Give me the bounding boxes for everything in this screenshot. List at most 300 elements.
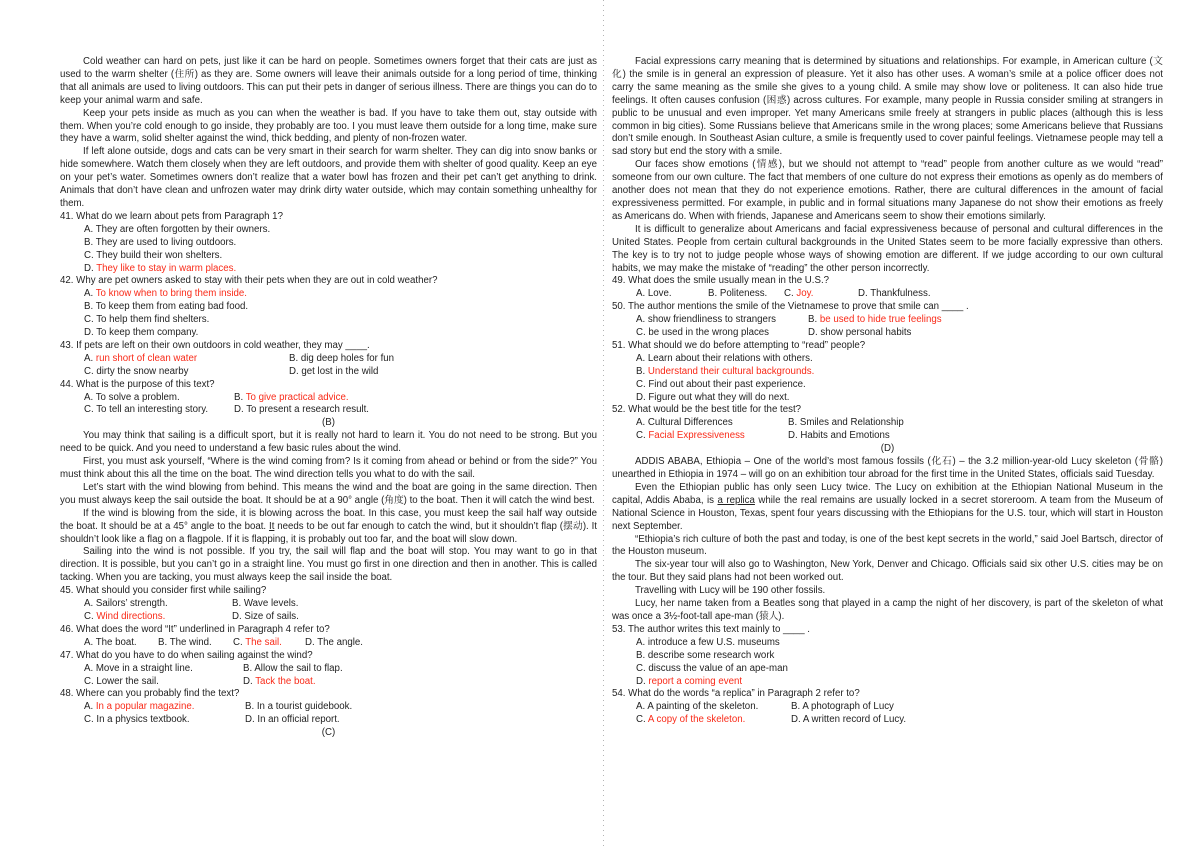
option-text: discuss the value of an ape-man bbox=[648, 662, 788, 674]
text-run: You may think that sailing is a difficult sport, but it is really not hard to learn it. You do not need to be strong. But you need to be quick. And you need to understand a few basic rules about the wind. bbox=[60, 430, 597, 455]
paragraph bbox=[612, 559, 1163, 585]
question-text: Why are pet owners asked to stay with their pets when they are out in cold weather? bbox=[76, 275, 438, 287]
option bbox=[784, 288, 858, 301]
option-text: Allow the sail to flap. bbox=[254, 662, 343, 674]
option-label: C. bbox=[636, 662, 646, 674]
option-row bbox=[60, 404, 597, 417]
question-text: What do the words “a replica” in Paragraph 2 refer to? bbox=[628, 688, 860, 700]
option-label: C. bbox=[84, 365, 94, 377]
option-label: D. bbox=[232, 610, 242, 622]
option bbox=[636, 637, 780, 650]
option bbox=[158, 637, 233, 650]
option bbox=[708, 288, 784, 301]
question-stem bbox=[612, 624, 1163, 637]
column-right bbox=[612, 56, 1163, 727]
option bbox=[84, 663, 243, 676]
option-row bbox=[60, 598, 597, 611]
option-row bbox=[60, 676, 597, 689]
question bbox=[60, 688, 597, 727]
option-label: D. bbox=[791, 714, 801, 726]
option-label: A. bbox=[84, 598, 94, 610]
option-label: A. bbox=[636, 352, 646, 364]
option bbox=[84, 637, 158, 650]
option-label: C. bbox=[84, 404, 94, 416]
option bbox=[636, 327, 808, 340]
option-label: D. bbox=[788, 430, 798, 442]
answer-option-text: Wind directions. bbox=[96, 610, 166, 622]
option-label: A. bbox=[84, 636, 94, 648]
option-label: C. bbox=[84, 610, 94, 622]
paragraph bbox=[612, 534, 1163, 560]
underlined-term: a replica bbox=[717, 494, 755, 506]
option-text: Sailors’ strength. bbox=[95, 598, 168, 610]
option-row bbox=[60, 224, 597, 237]
option bbox=[84, 327, 198, 340]
question bbox=[612, 624, 1163, 689]
option-text: In a physics textbook. bbox=[96, 714, 190, 726]
option bbox=[305, 637, 363, 650]
question bbox=[60, 585, 597, 624]
question-number: 42. bbox=[60, 275, 74, 287]
option bbox=[636, 392, 789, 405]
option-text: show personal habits bbox=[820, 327, 912, 339]
option-row bbox=[60, 637, 597, 650]
option-row bbox=[612, 663, 1163, 676]
paragraph bbox=[60, 108, 597, 147]
answer-option-text: To know when to bring them inside. bbox=[95, 288, 248, 300]
option bbox=[791, 701, 894, 714]
option-text: The angle. bbox=[317, 636, 363, 648]
option-row bbox=[612, 379, 1163, 392]
option-text: To keep them from eating bad food. bbox=[95, 301, 249, 313]
question bbox=[612, 340, 1163, 405]
option-row bbox=[612, 637, 1163, 650]
option bbox=[84, 314, 209, 327]
option-text: Size of sails. bbox=[244, 610, 299, 622]
text-run: Facial expressions carry meaning that is determined by situations and relationships. For example, in American culture (文化) the smile is in general an expression of pleasure. Yet it also has other uses. A woman’s smile at a police officer does not carry the same meaning as the smile she gives to a young child. A smile may show love or politeness. It can also hide true feelings. It often causes confusion (困惑) across cultures. For example, many people in Russia consider smiling at strangers in public to be unusual and even improper. Yet many Americans smile freely at strangers in public places (although this is less common in big cities). Some Russians believe that Americans smile in the wrong places; some Americans believe that Russians don’t smile enough. In Southeast Asian culture, a smile is frequently used to cover painful feelings. Vietnamese people may tell a sad story but end the story with a smile. bbox=[612, 56, 1163, 158]
question-stem bbox=[612, 301, 1163, 314]
question-text: What is the purpose of this text? bbox=[76, 378, 215, 390]
option bbox=[636, 701, 791, 714]
option-text: get lost in the wild bbox=[301, 365, 379, 377]
paragraph bbox=[612, 224, 1163, 276]
option-label: A. bbox=[84, 223, 94, 235]
question-stem bbox=[612, 688, 1163, 701]
text-run: Even the Ethiopian public has only seen Lucy twice. The Lucy on exhibition at the Ethiopian National Museum in the capital, Addis Ababa, is bbox=[612, 481, 1163, 506]
option bbox=[84, 288, 247, 301]
option-text: The wind. bbox=[169, 636, 212, 648]
question-number: 46. bbox=[60, 623, 74, 635]
option-text: Learn about their relations with others. bbox=[647, 352, 813, 364]
text-run: while the real remains are usually locked in a secret storeroom. A team from the Museum of National Science in Houston, Texas, spent four years discussing with the Ethiopians for the U.S. tour, which will start in Houston next September. bbox=[612, 494, 1164, 532]
question-number: 45. bbox=[60, 585, 74, 597]
option bbox=[636, 417, 788, 430]
option-row bbox=[60, 392, 597, 405]
answer-option-text: run short of clean water bbox=[95, 352, 198, 364]
option-label: C. bbox=[636, 714, 646, 726]
question-text: What should we do before attempting to “read” people? bbox=[628, 339, 866, 351]
option bbox=[232, 598, 298, 611]
option-text: A painting of the skeleton. bbox=[647, 701, 759, 713]
answer-option-text: Tack the boat. bbox=[255, 675, 316, 687]
option-row bbox=[612, 288, 1163, 301]
question bbox=[612, 301, 1163, 340]
option bbox=[289, 366, 378, 379]
question bbox=[60, 340, 597, 379]
question bbox=[60, 275, 597, 340]
question-stem bbox=[60, 688, 597, 701]
text-run: ADDIS ABABA, Ethiopia – One of the world’s most famous fossils (化石) – the 3.2 million-year-old Lucy skeleton (骨骼) unearthed in Ethiopia in 1974 – will go on an exhibition tour abroad for the first time in the United States, officials said Tuesday. bbox=[612, 456, 1163, 480]
option-text: describe some research work bbox=[647, 649, 775, 661]
question-stem bbox=[60, 379, 597, 392]
option-row bbox=[612, 327, 1163, 340]
option-row bbox=[612, 392, 1163, 405]
question-number: 43. bbox=[60, 339, 74, 351]
text-run: The six-year tour will also go to Washington, New York, Denver and Chicago. Officials said six other U.S. cities may be on the tour. But they said plans had not been worked out. bbox=[612, 559, 1163, 584]
option-row bbox=[60, 366, 597, 379]
option bbox=[636, 353, 813, 366]
option-label: D. bbox=[636, 391, 646, 403]
option-label: D. bbox=[245, 714, 255, 726]
question-stem bbox=[60, 211, 597, 224]
option bbox=[791, 714, 906, 727]
question-text: What does the word “It” underlined in Paragraph 4 refer to? bbox=[76, 623, 330, 635]
paragraph bbox=[612, 456, 1163, 482]
option-label: A. bbox=[636, 314, 646, 326]
option bbox=[84, 301, 248, 314]
option-text: dig deep holes for fun bbox=[300, 352, 395, 364]
option bbox=[636, 430, 788, 443]
option-label: D. bbox=[808, 327, 818, 339]
option-label: C. bbox=[84, 249, 94, 261]
paragraph bbox=[60, 430, 597, 456]
option-label: A. bbox=[84, 391, 94, 403]
option-row bbox=[60, 263, 597, 276]
option-label: A. bbox=[636, 288, 646, 300]
option-row bbox=[612, 701, 1163, 714]
option-row bbox=[60, 301, 597, 314]
question-number: 53. bbox=[612, 623, 626, 635]
option-label: B. bbox=[289, 352, 299, 364]
option-text: Smiles and Relationship bbox=[799, 417, 904, 429]
option bbox=[636, 379, 806, 392]
option bbox=[788, 430, 890, 443]
question-number: 41. bbox=[60, 210, 74, 222]
option-row bbox=[612, 417, 1163, 430]
question-stem bbox=[60, 624, 597, 637]
question-number: 44. bbox=[60, 378, 74, 390]
option-label: B. bbox=[791, 701, 801, 713]
paragraph bbox=[612, 482, 1163, 534]
answer-option-text: Understand their cultural backgrounds. bbox=[647, 365, 815, 377]
option-row bbox=[60, 288, 597, 301]
option-row bbox=[612, 314, 1163, 327]
option bbox=[84, 701, 245, 714]
option-row bbox=[60, 663, 597, 676]
option-label: D. bbox=[243, 675, 253, 687]
text-run: Travelling with Lucy will be 190 other fossils. bbox=[635, 585, 826, 597]
option bbox=[636, 288, 708, 301]
option-row bbox=[612, 353, 1163, 366]
option-label: C. bbox=[84, 714, 94, 726]
option-label: A. bbox=[636, 636, 646, 648]
option-label: D. bbox=[84, 262, 94, 274]
option-text: Thankfulness. bbox=[870, 288, 931, 300]
option-label: A. bbox=[84, 288, 94, 300]
option-text: To help them find shelters. bbox=[96, 314, 210, 326]
option-label: A. bbox=[84, 701, 94, 713]
question-stem bbox=[612, 404, 1163, 417]
option-label: B. bbox=[808, 314, 818, 326]
option-text: Cultural Differences bbox=[647, 417, 733, 429]
option bbox=[84, 404, 234, 417]
option bbox=[84, 714, 245, 727]
option-text: To keep them company. bbox=[96, 327, 199, 339]
question-stem bbox=[612, 275, 1163, 288]
option-text: They are used to living outdoors. bbox=[95, 236, 237, 248]
question-number: 52. bbox=[612, 404, 626, 416]
option-label: B. bbox=[636, 649, 646, 661]
paragraph bbox=[612, 159, 1163, 224]
paragraph bbox=[612, 56, 1163, 159]
option-text: A photograph of Lucy bbox=[802, 701, 894, 713]
text-run: needs to be out far enough to catch the wind, but it shouldn’t flap (摆动). It shouldn’t look like a flag on a flagpole. If it is flapping, it is probably out too far, and the boat will slow down. bbox=[60, 520, 597, 545]
passage-label: (B) bbox=[322, 417, 335, 429]
option-label: A. bbox=[84, 352, 94, 364]
text-run: Lucy, her name taken from a Beatles song that played in a camp the night of her discovery, is part of the skeleton of what was once a 3½-foot-tall ape-man (猿人). bbox=[612, 598, 1163, 622]
column-left bbox=[60, 56, 597, 740]
text-run: “Ethiopia’s rich culture of both the past and today, is one of the best kept secrets in the world,” said Joel Bartsch, director of the Houston museum. bbox=[612, 533, 1163, 558]
option-text: show friendliness to strangers bbox=[647, 314, 777, 326]
question-text: If pets are left on their own outdoors in cold weather, they may ____. bbox=[76, 339, 370, 351]
text-run: First, you must ask yourself, “Where is the wind coming from? Is it coming from ahead or behind or from the side?” You must think about this all the time on the boat. The wind direction tells you what to do with the sail. bbox=[60, 456, 597, 480]
paragraph bbox=[60, 56, 597, 108]
option-row bbox=[60, 714, 597, 727]
option bbox=[232, 611, 299, 624]
option-row bbox=[612, 714, 1163, 727]
option-label: A. bbox=[636, 701, 646, 713]
question-number: 51. bbox=[612, 339, 626, 351]
option-label: C. bbox=[233, 636, 243, 648]
option-label: A. bbox=[84, 662, 94, 674]
option bbox=[84, 263, 236, 276]
option-label: B. bbox=[234, 391, 244, 403]
option bbox=[636, 650, 774, 663]
answer-option-text: In a popular magazine. bbox=[95, 701, 195, 713]
option bbox=[84, 224, 270, 237]
option-text: introduce a few U.S. museums bbox=[647, 636, 780, 648]
question-text: What do you have to do when sailing against the wind? bbox=[76, 649, 313, 661]
option-label: D. bbox=[305, 636, 315, 648]
paragraph bbox=[60, 146, 597, 211]
option bbox=[84, 598, 232, 611]
question-text: The author writes this text mainly to ____ . bbox=[628, 623, 810, 635]
option-text: To tell an interesting story. bbox=[96, 404, 209, 416]
option-label: B. bbox=[84, 236, 94, 248]
option-text: To present a research result. bbox=[246, 404, 369, 416]
question-stem bbox=[60, 340, 597, 353]
option-label: D. bbox=[84, 327, 94, 339]
question bbox=[612, 688, 1163, 727]
option-label: C. bbox=[84, 314, 94, 326]
option bbox=[84, 611, 232, 624]
answer-option-text: Facial Expressiveness bbox=[648, 430, 745, 442]
paragraph bbox=[60, 482, 597, 508]
answer-option-text: report a coming event bbox=[648, 675, 743, 687]
paragraph bbox=[60, 508, 597, 547]
question-number: 49. bbox=[612, 275, 626, 287]
option-text: Love. bbox=[647, 288, 672, 300]
option-label: B. bbox=[84, 301, 94, 313]
question bbox=[612, 404, 1163, 443]
option-text: In a tourist guidebook. bbox=[256, 701, 353, 713]
option bbox=[636, 714, 791, 727]
option-row bbox=[60, 250, 597, 263]
option bbox=[233, 637, 305, 650]
answer-option-text: Joy. bbox=[796, 288, 814, 300]
option-text: Find out about their past experience. bbox=[648, 378, 806, 390]
answer-option-text: The sail. bbox=[245, 636, 282, 648]
option-text: They build their won shelters. bbox=[96, 249, 223, 261]
question-stem bbox=[60, 585, 597, 598]
passage-label: (D) bbox=[880, 443, 895, 455]
option bbox=[243, 676, 316, 689]
text-run: Keep your pets inside as much as you can when the weather is bad. If you have to take them out, stay outside with them. When you’re cold enough to go inside, they probably are too. I you must leave them outside for a long time, make sure they have a warm, solid shelter against the wind, thick bedding, and plenty of non-frozen water. bbox=[60, 107, 597, 145]
option-label: D. bbox=[234, 404, 244, 416]
option bbox=[636, 663, 788, 676]
text-run: Cold weather can hard on pets, just like it can be hard on people. Sometimes owners forget that their cats are just as used to the warm shelter (住所) as they are. Some owners will leave their animals outside for a long period of time, thinking that all animals are used to living outdoors. This can put their pets in danger of serious illness. There are things you can do to keep your animal warm and safe. bbox=[60, 56, 597, 106]
passage-label: (C) bbox=[321, 727, 336, 739]
option-text: Figure out what they will do next. bbox=[648, 391, 790, 403]
text-run: If left alone outside, dogs and cats can be very smart in their search for warm shelter. They can dig into snow banks or hide somewhere. Watch them closely when they are left outdoors, and provide them with shelter of good quality. Keep an eye on your pet’s water. Sometimes owners don’t realize that a water bowl has frozen and their pet can’t get anything to drink. Animals that don’t have clean and unfrozen water may drink dirty water outside, which may contain something unhealthy for them. bbox=[60, 146, 597, 209]
option bbox=[289, 353, 394, 366]
question-number: 54. bbox=[612, 688, 626, 700]
option bbox=[808, 327, 911, 340]
option bbox=[84, 392, 234, 405]
question-text: What do we learn about pets from Paragraph 1? bbox=[76, 210, 283, 222]
option-label: D. bbox=[858, 288, 868, 300]
option bbox=[245, 701, 352, 714]
option-label: B. bbox=[245, 701, 255, 713]
option-label: D. bbox=[636, 675, 646, 687]
option-row bbox=[612, 676, 1163, 689]
option-label: B. bbox=[232, 598, 242, 610]
paragraph bbox=[612, 598, 1163, 624]
option bbox=[858, 288, 931, 301]
option-label: C. bbox=[636, 378, 646, 390]
option-row bbox=[60, 327, 597, 340]
question-stem bbox=[60, 275, 597, 288]
option-text: Politeness. bbox=[719, 288, 768, 300]
option-text: In an official report. bbox=[257, 714, 340, 726]
option-label: B. bbox=[636, 365, 646, 377]
option-label: B. bbox=[243, 662, 253, 674]
option bbox=[84, 250, 222, 263]
question-text: The author mentions the smile of the Vietnamese to prove that smile can ____ . bbox=[628, 301, 969, 313]
question-number: 50. bbox=[612, 301, 626, 313]
option bbox=[636, 366, 814, 379]
option bbox=[788, 417, 904, 430]
option bbox=[234, 392, 349, 405]
question-stem bbox=[612, 340, 1163, 353]
option-row bbox=[60, 314, 597, 327]
question bbox=[60, 379, 597, 418]
option-label: B. bbox=[708, 288, 718, 300]
option-text: Habits and Emotions bbox=[800, 430, 890, 442]
option bbox=[245, 714, 340, 727]
option-row bbox=[60, 237, 597, 250]
question bbox=[60, 650, 597, 689]
option bbox=[234, 404, 369, 417]
question-number: 48. bbox=[60, 688, 74, 700]
option-row bbox=[612, 430, 1163, 443]
option-row bbox=[60, 701, 597, 714]
answer-option-text: They like to stay in warm places. bbox=[96, 262, 237, 274]
option-label: C. bbox=[84, 675, 94, 687]
option-label: B. bbox=[158, 636, 168, 648]
question-number: 47. bbox=[60, 649, 74, 661]
answer-option-text: A copy of the skeleton. bbox=[647, 714, 746, 726]
question-stem bbox=[60, 650, 597, 663]
option-label: C. bbox=[636, 430, 646, 442]
option-text: To solve a problem. bbox=[95, 391, 180, 403]
option-text: Move in a straight line. bbox=[95, 662, 193, 674]
question bbox=[612, 275, 1163, 301]
option-row bbox=[60, 611, 597, 624]
text-run: If the wind is blowing from the side, it is blowing across the boat. In this case, you must keep the sail half way outside the boat. It should be at a 45° angle to the boat. bbox=[60, 507, 597, 532]
option bbox=[84, 237, 236, 250]
option-label: B. bbox=[788, 417, 798, 429]
text-run: Sailing into the wind is not possible. If you try, the sail will flap and the boat will stop. You may want to go in that direction. It is possible, but you can’t go in a straight line. You must go first in one direction and then in another. This is called tacking. When you are tacking, you must always keep the sail inside the boat. bbox=[60, 546, 597, 584]
answer-option-text: To give practical advice. bbox=[245, 391, 349, 403]
answer-option-text: be used to hide true feelings bbox=[819, 314, 942, 326]
option bbox=[243, 663, 343, 676]
text-run: It is difficult to generalize about Americans and facial expressiveness because of personal and cultural differences in the United States. People from certain cultural backgrounds in the United States seem to be more facially expressive than others. The key is to try not to judge people whose ways of showing emotion are different. If we judge according to our own cultural habits, we may make the mistake of “reading” the other person incorrectly. bbox=[612, 223, 1163, 274]
question-text: Where can you probably find the text? bbox=[76, 688, 240, 700]
text-run: Our faces show emotions (情感), but we should not attempt to “read” people from another culture as we would “read” someone from our own culture. The fact that members of one culture do not express their emotions as openly as do members of another does not mean that they do not experience emotions. Rather, there are cultural differences in the amount of facial expressiveness permitted. For example, in public and in formal situations many Japanese do not show their emotions as freely as Americans do. When with friends, Japanese and Americans seem to show their emotions similarly. bbox=[612, 159, 1163, 222]
question bbox=[60, 211, 597, 276]
question-text: What would be the best title for the test? bbox=[628, 404, 802, 416]
column-divider bbox=[603, 0, 604, 849]
option-text: be used in the wrong places bbox=[648, 327, 770, 339]
paragraph bbox=[60, 546, 597, 585]
paragraph bbox=[612, 585, 1163, 598]
option bbox=[84, 353, 289, 366]
option-label: C. bbox=[636, 327, 646, 339]
option-row bbox=[612, 650, 1163, 663]
option-label: A. bbox=[636, 417, 646, 429]
option bbox=[636, 314, 808, 327]
option bbox=[84, 366, 289, 379]
question-text: What should you consider first while sailing? bbox=[76, 585, 267, 597]
option bbox=[808, 314, 942, 327]
option-row bbox=[60, 353, 597, 366]
question bbox=[60, 624, 597, 650]
question-text: What does the smile usually mean in the U.S.? bbox=[628, 275, 830, 287]
option-text: The boat. bbox=[95, 636, 137, 648]
option-text: Wave levels. bbox=[243, 598, 299, 610]
option-label: C. bbox=[784, 288, 794, 300]
option-row bbox=[612, 366, 1163, 379]
text-run: Let’s start with the wind blowing from behind. This means the wind and the boat are going in the same direction. Then you must always keep the sail outside the boat. It should be at a 90° angle (角度) to the boat. Then it will catch the wind best. bbox=[60, 481, 597, 506]
paragraph bbox=[60, 456, 597, 482]
option-text: Lower the sail. bbox=[96, 675, 159, 687]
option-text: dirty the snow nearby bbox=[96, 365, 189, 377]
option bbox=[636, 676, 742, 689]
option-text: A written record of Lucy. bbox=[802, 714, 907, 726]
underlined-term: It bbox=[269, 520, 275, 532]
option-label: D. bbox=[289, 365, 299, 377]
